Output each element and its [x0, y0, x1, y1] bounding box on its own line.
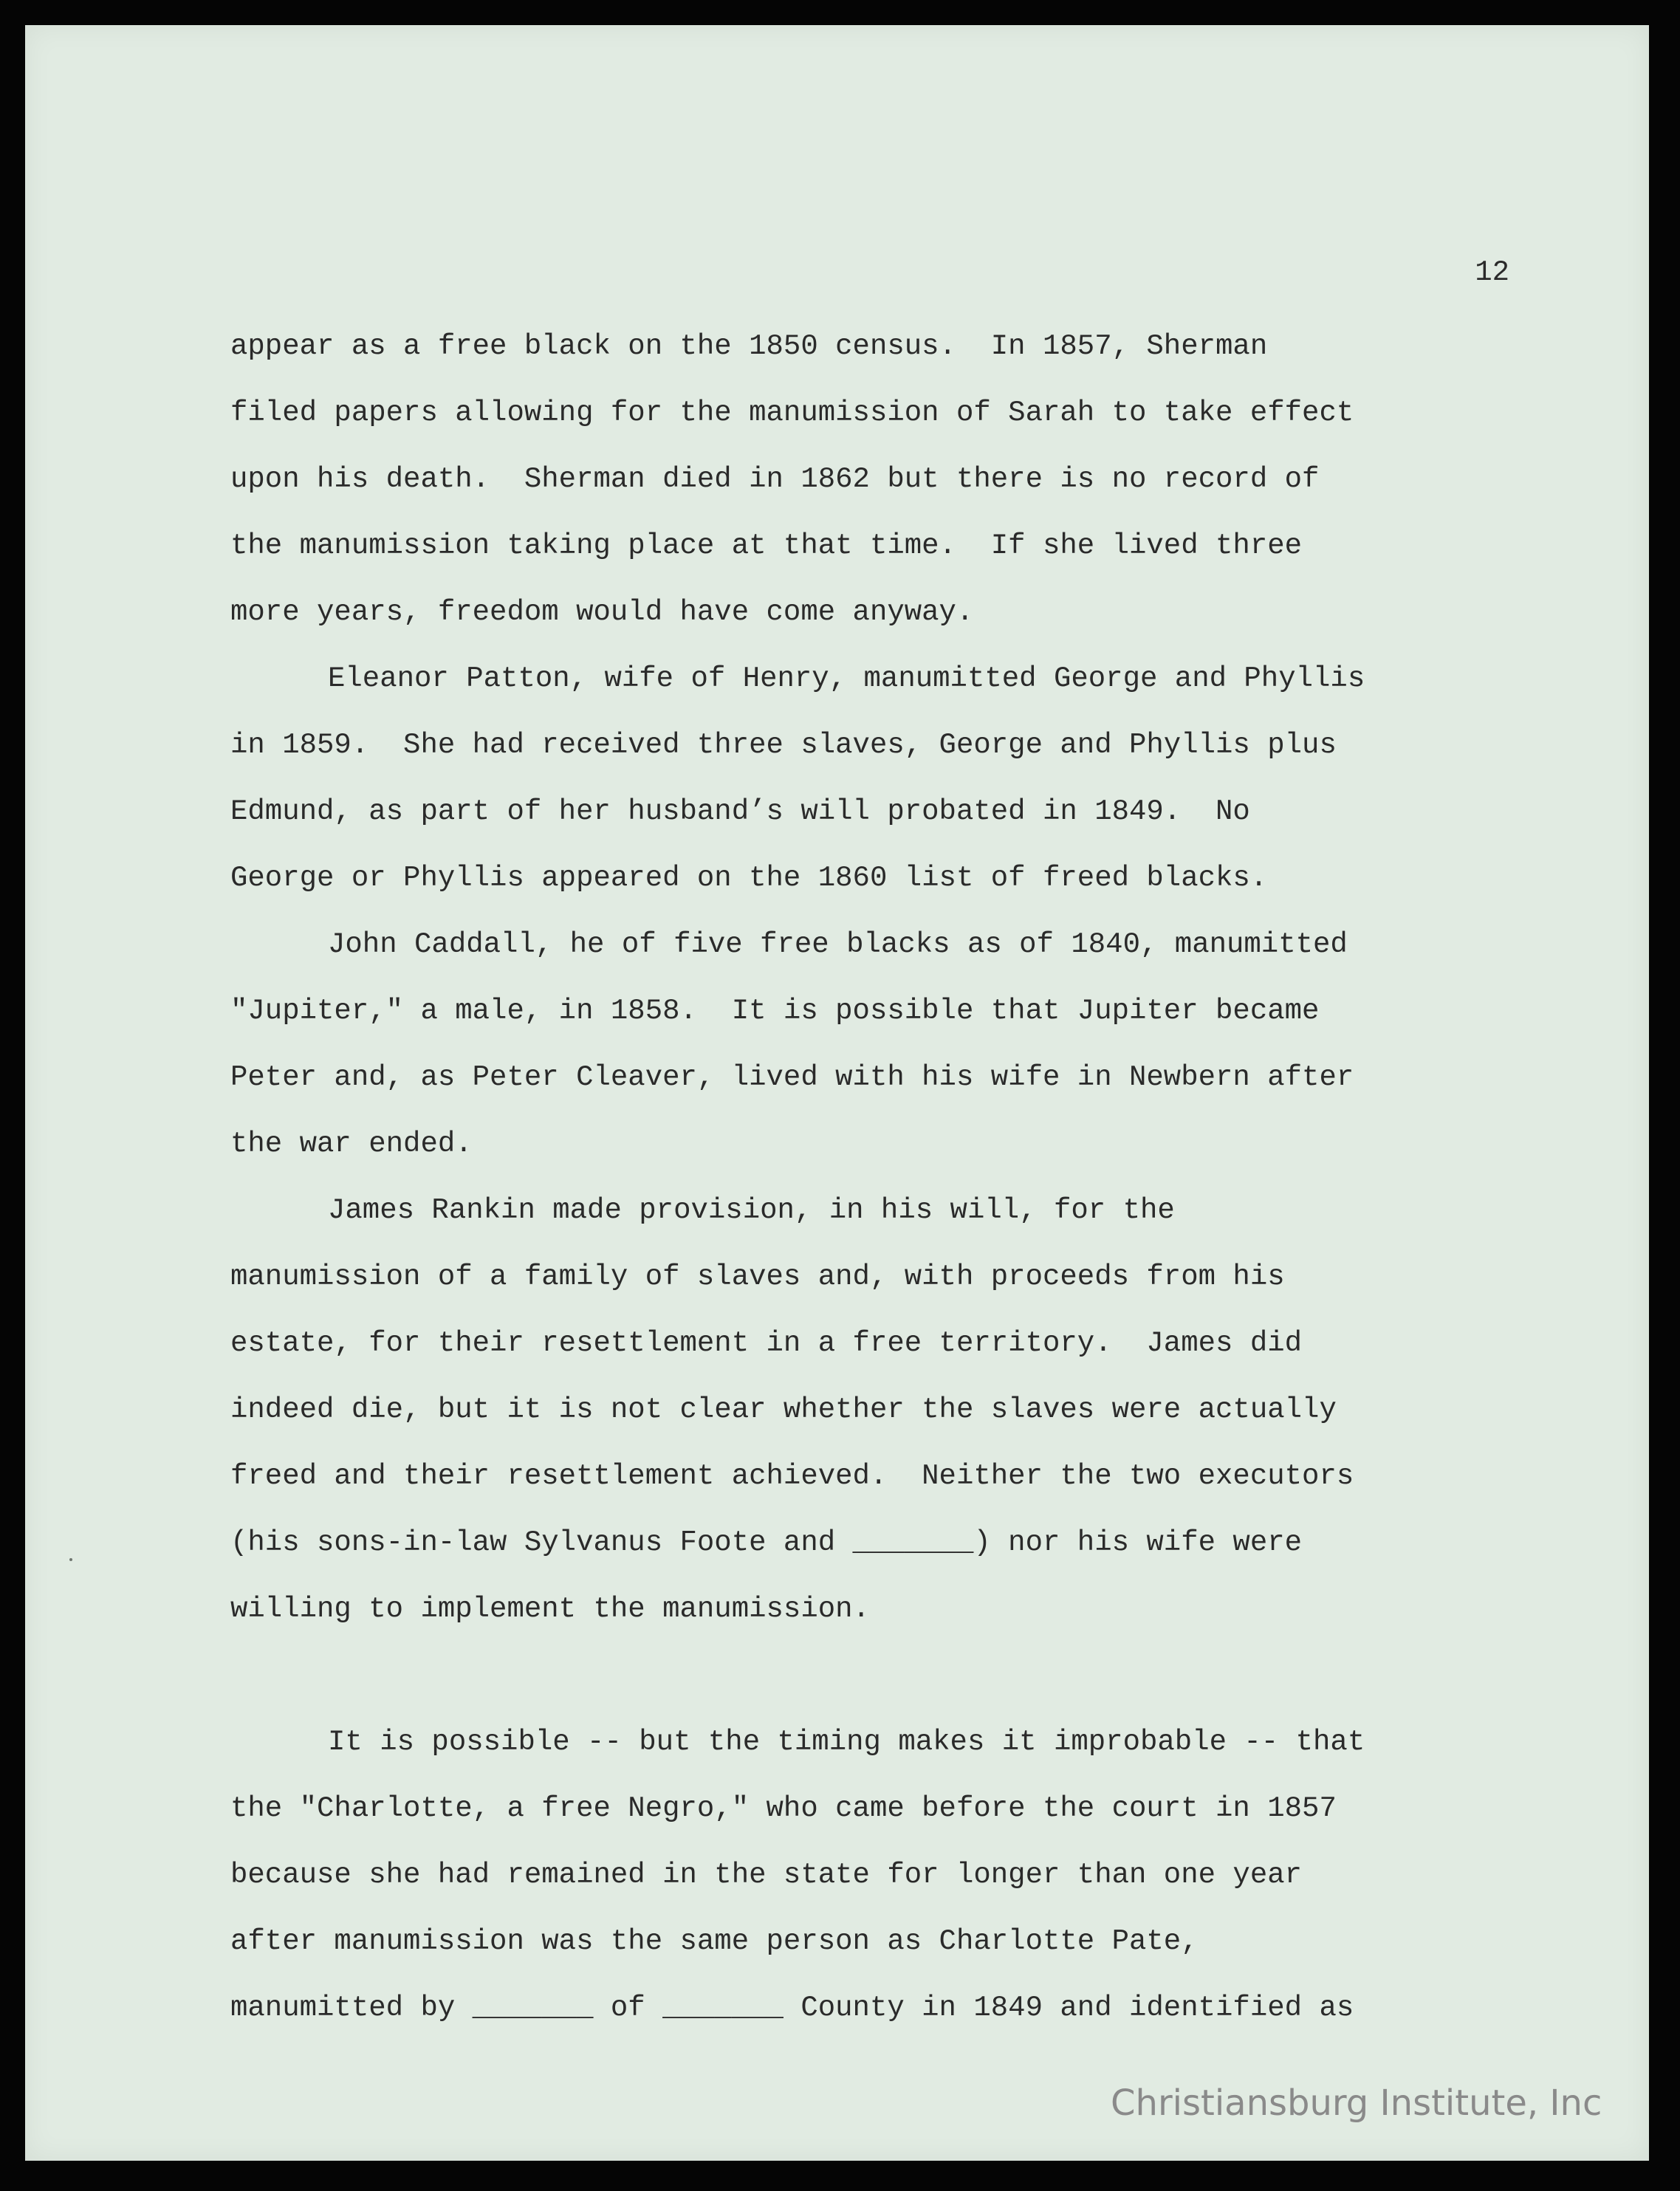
dust-speck	[69, 1558, 72, 1561]
text-line: filed papers allowing for the manumission of Sarah to take effect	[230, 397, 1354, 429]
text-line: willing to implement the manumission.	[230, 1593, 870, 1625]
text-line: manumitted by _______ of _______ County in 1849 and identified as	[230, 1992, 1354, 2024]
text-line: (his sons-in-law Sylvanus Foote and _______) nor his wife were	[230, 1526, 1303, 1559]
paragraph	[230, 1177, 1515, 1642]
text-line: appear as a free black on the 1850 census. In 1857, Sherman	[230, 330, 1268, 363]
page-number: 12	[1475, 256, 1509, 289]
text-line: the war ended.	[230, 1128, 473, 1160]
text-line: indeed die, but it is not clear whether the slaves were actually	[230, 1393, 1337, 1426]
text-line: George or Phyllis appeared on the 1860 list of freed blacks.	[230, 862, 1268, 894]
text-line: in 1859. She had received three slaves, George and Phyllis plus	[230, 729, 1337, 761]
text-line: freed and their resettlement achieved. Neither the two executors	[230, 1460, 1354, 1492]
text-line: the "Charlotte, a free Negro," who came before the court in 1857	[230, 1792, 1337, 1825]
text-line: James Rankin made provision, in his will, for the	[328, 1194, 1175, 1227]
text-line: It is possible -- but the timing makes it improbable -- that	[328, 1726, 1365, 1758]
text-line: Eleanor Patton, wife of Henry, manumitted George and Phyllis	[328, 662, 1365, 695]
text-line: after manumission was the same person as Charlotte Pate,	[230, 1925, 1199, 1958]
paragraph	[230, 313, 1515, 645]
text-line: upon his death. Sherman died in 1862 but there is no record of	[230, 463, 1320, 496]
text-line: "Jupiter," a male, in 1858. It is possible that Jupiter became	[230, 995, 1320, 1027]
text-line: the manumission taking place at that time. If she lived three	[230, 529, 1303, 562]
body-text	[230, 313, 1515, 2041]
paragraph	[230, 645, 1515, 911]
paragraph-gap	[230, 1642, 1515, 1709]
text-line: because she had remained in the state for longer than one year	[230, 1859, 1303, 1891]
paragraph	[230, 1709, 1515, 2041]
paragraph	[230, 911, 1515, 1177]
text-line: John Caddall, he of five free blacks as of 1840, manumitted	[328, 928, 1348, 961]
text-line: Peter and, as Peter Cleaver, lived with his wife in Newbern after	[230, 1061, 1354, 1094]
watermark: Christiansburg Institute, Inc	[1111, 2082, 1602, 2124]
text-line: manumission of a family of slaves and, with proceeds from his	[230, 1261, 1285, 1293]
text-line: more years, freedom would have come anyway.	[230, 596, 974, 628]
document-page	[25, 25, 1649, 2161]
text-line: estate, for their resettlement in a free territory. James did	[230, 1327, 1303, 1359]
text-line: Edmund, as part of her husband’s will probated in 1849. No	[230, 795, 1250, 828]
